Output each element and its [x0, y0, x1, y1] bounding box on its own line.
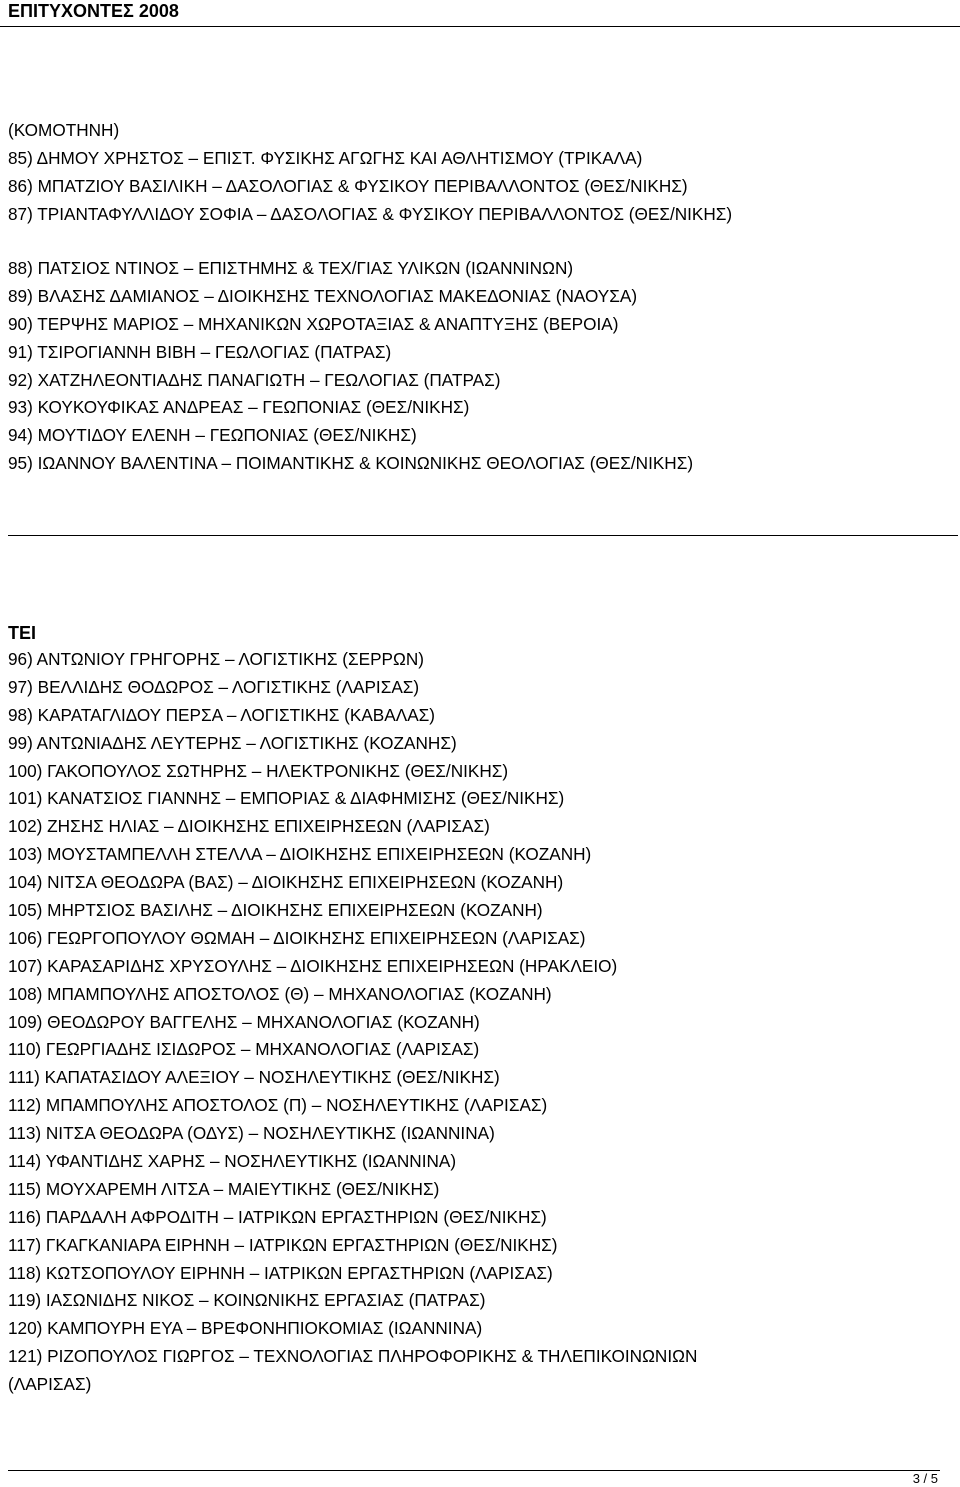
list-block-two: [8, 255, 693, 478]
list-item: 89) ΒΛΑΣΗΣ ΔΑΜΙΑΝΟΣ – ΔΙΟΙΚΗΣΗΣ ΤΕΧΝΟΛΟΓΙΑΣ ΜΑΚΕΔΟΝΙΑΣ (ΝΑΟΥΣΑ): [8, 285, 638, 306]
list-item: 93) ΚΟΥΚΟΥΦΙΚΑΣ ΑΝΔΡΕΑΣ – ΓΕΩΠΟΝΙΑΣ (ΘΕΣ/ΝΙΚΗΣ): [8, 397, 470, 418]
list-item: 116) ΠΑΡΔΑΛΗ ΑΦΡΟΔΙΤΗ – ΙΑΤΡΙΚΩΝ ΕΡΓΑΣΤΗΡΙΩΝ (ΘΕΣ/ΝΙΚΗΣ): [8, 1206, 547, 1227]
list-item: 112) ΜΠΑΜΠΟΥΛΗΣ ΑΠΟΣΤΟΛΟΣ (Π) – ΝΟΣΗΛΕΥΤΙΚΗΣ (ΛΑΡΙΣΑΣ): [8, 1095, 548, 1116]
list-item: (ΚΟΜΟΤΗΝΗ): [8, 120, 120, 140]
footer-divider: [8, 1470, 940, 1471]
list-item: 108) ΜΠΑΜΠΟΥΛΗΣ ΑΠΟΣΤΟΛΟΣ (Θ) – ΜΗΧΑΝΟΛΟΓΙΑΣ (ΚΟΖΑΝΗ): [8, 983, 552, 1004]
list-item: 120) ΚΑΜΠΟΥΡΗ ΕΥΑ – ΒΡΕΦΟΝΗΠΙΟΚΟΜΙΑΣ (ΙΩΑΝΝΙΝΑ): [8, 1318, 483, 1339]
page-header: [0, 0, 960, 27]
list-item: 111) ΚΑΠΑΤΑΣΙΔΟΥ ΑΛΕΞΙΟΥ – ΝΟΣΗΛΕΥΤΙΚΗΣ (ΘΕΣ/ΝΙΚΗΣ): [8, 1067, 500, 1088]
list-item: 97) ΒΕΛΛΙΔΗΣ ΘΟΔΩΡΟΣ – ΛΟΓΙΣΤΙΚΗΣ (ΛΑΡΙΣΑΣ): [8, 676, 420, 697]
list-item: 95) ΙΩΑΝΝΟΥ ΒΑΛΕΝΤΙΝΑ – ΠΟΙΜΑΝΤΙΚΗΣ & ΚΟΙΝΩΝΙΚΗΣ ΘΕΟΛΟΓΙΑΣ (ΘΕΣ/ΝΙΚΗΣ): [8, 453, 694, 474]
list-item: 102) ΖΗΣΗΣ ΗΛΙΑΣ – ΔΙΟΙΚΗΣΗΣ ΕΠΙΧΕΙΡΗΣΕΩΝ (ΛΑΡΙΣΑΣ): [8, 816, 490, 837]
list-item: 96) ΑΝΤΩΝΙΟΥ ΓΡΗΓΟΡΗΣ – ΛΟΓΙΣΤΙΚΗΣ (ΣΕΡΡΩΝ): [8, 649, 424, 669]
list-item: 88) ΠΑΤΣΙΟΣ ΝΤΙΝΟΣ – ΕΠΙΣΤΗΜΗΣ & ΤΕΧ/ΓΙΑΣ ΥΛΙΚΩΝ (ΙΩΑΝΝΙΝΩΝ): [8, 258, 574, 278]
list-item: 107) ΚΑΡΑΣΑΡΙΔΗΣ ΧΡΥΣΟΥΛΗΣ – ΔΙΟΙΚΗΣΗΣ ΕΠΙΧΕΙΡΗΣΕΩΝ (ΗΡΑΚΛΕΙΟ): [8, 955, 618, 976]
page-title: ΕΠΙΤΥΧΟΝΤΕΣ 2008: [8, 1, 179, 21]
list-item: 113) ΝΙΤΣΑ ΘΕΟΔΩΡΑ (ΟΔΥΣ) – ΝΟΣΗΛΕΥΤΙΚΗΣ (ΙΩΑΝΝΙΝΑ): [8, 1123, 495, 1144]
list-item: 106) ΓΕΩΡΓΟΠΟΥΛΟΥ ΘΩΜΑΗ – ΔΙΟΙΚΗΣΗΣ ΕΠΙΧΕΙΡΗΣΕΩΝ (ΛΑΡΙΣΑΣ): [8, 927, 586, 948]
list-item: 121) ΡΙΖΟΠΟΥΛΟΣ ΓΙΩΡΓΟΣ – ΤΕΧΝΟΛΟΓΙΑΣ ΠΛΗΡΟΦΟΡΙΚΗΣ & ΤΗΛΕΠΙΚΟΙΝΩΝΙΩΝ: [8, 1346, 698, 1367]
list-item: 98) ΚΑΡΑΤΑΓΛΙΔΟΥ ΠΕΡΣΑ – ΛΟΓΙΣΤΙΚΗΣ (ΚΑΒΑΛΑΣ): [8, 704, 436, 725]
list-item: 99) ΑΝΤΩΝΙΑΔΗΣ ΛΕΥΤΕΡΗΣ – ΛΟΓΙΣΤΙΚΗΣ (ΚΟΖΑΝΗΣ): [8, 732, 457, 753]
list-item: 103) ΜΟΥΣΤΑΜΠΕΛΛΗ ΣΤΕΛΛΑ – ΔΙΟΙΚΗΣΗΣ ΕΠΙΧΕΙΡΗΣΕΩΝ (ΚΟΖΑΝΗ): [8, 844, 592, 865]
list-item: 86) ΜΠΑΤΖΙΟΥ ΒΑΣΙΛΙΚΗ – ΔΑΣΟΛΟΓΙΑΣ & ΦΥΣΙΚΟΥ ΠΕΡΙΒΑΛΛΟΝΤΟΣ (ΘΕΣ/ΝΙΚΗΣ): [8, 175, 688, 196]
list-item: 117) ΓΚΑΓΚΑΝΙΑΡΑ ΕΙΡΗΝΗ – ΙΑΤΡΙΚΩΝ ΕΡΓΑΣΤΗΡΙΩΝ (ΘΕΣ/ΝΙΚΗΣ): [8, 1234, 558, 1255]
page-number: 3 / 5: [912, 1471, 938, 1486]
list-item: 104) ΝΙΤΣΑ ΘΕΟΔΩΡΑ (ΒΑΣ) – ΔΙΟΙΚΗΣΗΣ ΕΠΙΧΕΙΡΗΣΕΩΝ (ΚΟΖΑΝΗ): [8, 872, 564, 893]
list-item: 118) ΚΩΤΣΟΠΟΥΛΟΥ ΕΙΡΗΝΗ – ΙΑΤΡΙΚΩΝ ΕΡΓΑΣΤΗΡΙΩΝ (ΛΑΡΙΣΑΣ): [8, 1262, 553, 1283]
list-item: 94) ΜΟΥΤΙΔΟΥ ΕΛΕΝΗ – ΓΕΩΠΟΝΙΑΣ (ΘΕΣ/ΝΙΚΗΣ): [8, 425, 417, 446]
list-item: 87) ΤΡΙΑΝΤΑΦΥΛΛΙΔΟΥ ΣΟΦΙΑ – ΔΑΣΟΛΟΓΙΑΣ & ΦΥΣΙΚΟΥ ΠΕΡΙΒΑΛΛΟΝΤΟΣ (ΘΕΣ/ΝΙΚΗΣ): [8, 203, 733, 224]
list-block-three: [8, 646, 697, 1399]
list-block-one: [8, 117, 732, 229]
list-item: 91) ΤΣΙΡΟΓΙΑΝΝΗ ΒΙΒΗ – ΓΕΩΛΟΓΙΑΣ (ΠΑΤΡΑΣ): [8, 341, 392, 362]
list-item: 100) ΓΑΚΟΠΟΥΛΟΣ ΣΩΤΗΡΗΣ – ΗΛΕΚΤΡΟΝΙΚΗΣ (ΘΕΣ/ΝΙΚΗΣ): [8, 760, 509, 781]
list-item: 105) ΜΗΡΤΣΙΟΣ ΒΑΣΙΛΗΣ – ΔΙΟΙΚΗΣΗΣ ΕΠΙΧΕΙΡΗΣΕΩΝ (ΚΟΖΑΝΗ): [8, 900, 543, 921]
list-item: (ΛΑΡΙΣΑΣ): [8, 1374, 92, 1395]
section-heading: ΤΕΙ: [8, 623, 37, 643]
list-item: 101) ΚΑΝΑΤΣΙΟΣ ΓΙΑΝΝΗΣ – ΕΜΠΟΡΙΑΣ & ΔΙΑΦΗΜΙΣΗΣ (ΘΕΣ/ΝΙΚΗΣ): [8, 788, 565, 809]
list-item: 90) ΤΕΡΨΗΣ ΜΑΡΙΟΣ – ΜΗΧΑΝΙΚΩΝ ΧΩΡΟΤΑΞΙΑΣ & ΑΝΑΠΤΥΞΗΣ (ΒΕΡΟΙΑ): [8, 313, 619, 334]
list-item: 85) ΔΗΜΟΥ ΧΡΗΣΤΟΣ – ΕΠΙΣΤ. ΦΥΣΙΚΗΣ ΑΓΩΓΗΣ ΚΑΙ ΑΘΛΗΤΙΣΜΟΥ (ΤΡΙΚΑΛΑ): [8, 147, 643, 168]
list-item: 115) ΜΟΥΧΑΡΕΜΗ ΛΙΤΣΑ – ΜΑΙΕΥΤΙΚΗΣ (ΘΕΣ/ΝΙΚΗΣ): [8, 1178, 440, 1199]
list-item: 109) ΘΕΟΔΩΡΟΥ ΒΑΓΓΕΛΗΣ – ΜΗΧΑΝΟΛΟΓΙΑΣ (ΚΟΖΑΝΗ): [8, 1011, 480, 1032]
section-divider: [8, 535, 958, 536]
list-item: 119) ΙΑΣΩΝΙΔΗΣ ΝΙΚΟΣ – ΚΟΙΝΩΝΙΚΗΣ ΕΡΓΑΣΙΑΣ (ΠΑΤΡΑΣ): [8, 1290, 486, 1311]
list-item: 114) ΥΦΑΝΤΙΔΗΣ ΧΑΡΗΣ – ΝΟΣΗΛΕΥΤΙΚΗΣ (ΙΩΑΝΝΙΝΑ): [8, 1151, 457, 1172]
list-item: 110) ΓΕΩΡΓΙΑΔΗΣ ΙΣΙΔΩΡΟΣ – ΜΗΧΑΝΟΛΟΓΙΑΣ (ΛΑΡΙΣΑΣ): [8, 1039, 480, 1060]
list-item: 92) ΧΑΤΖΗΛΕΟΝΤΙΑΔΗΣ ΠΑΝΑΓΙΩΤΗ – ΓΕΩΛΟΓΙΑΣ (ΠΑΤΡΑΣ): [8, 369, 501, 390]
